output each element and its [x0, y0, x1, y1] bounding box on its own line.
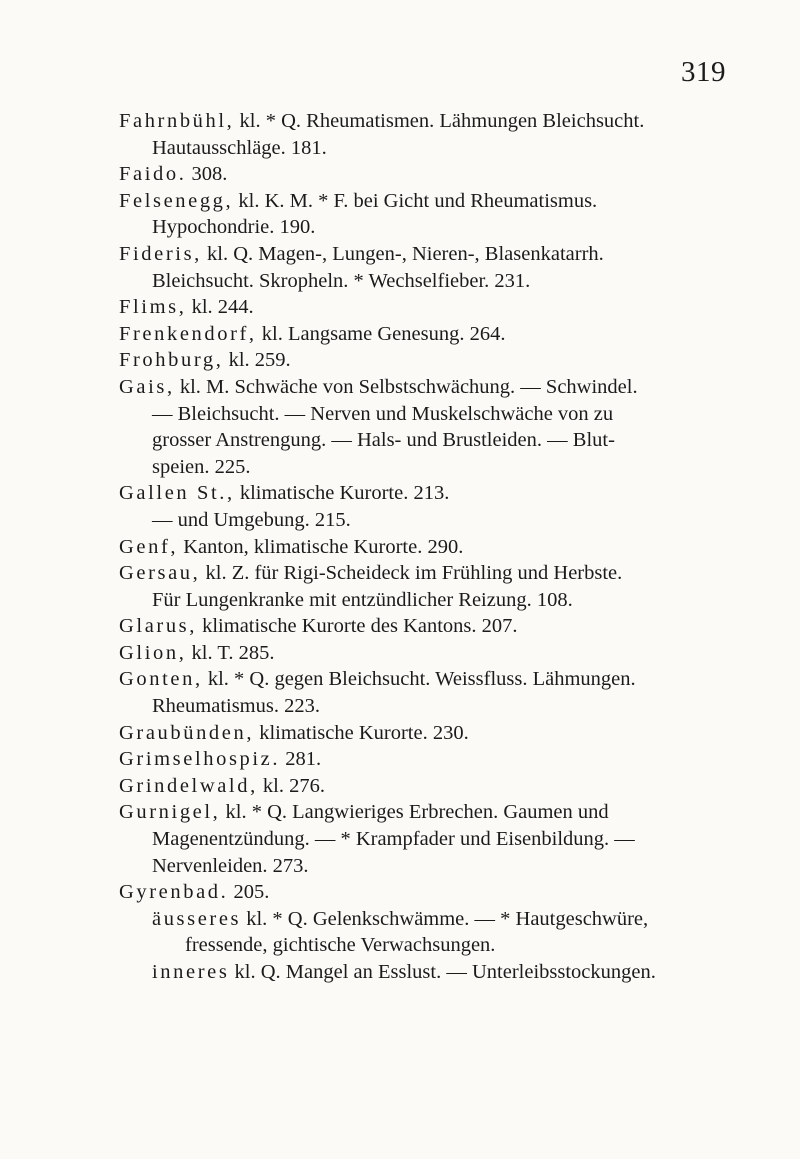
- entry-headword: Gyrenbad.: [119, 881, 229, 904]
- index-entry: [119, 773, 759, 800]
- entry-headword: Gersau,: [119, 562, 201, 585]
- entry-headword: äusseres: [152, 907, 242, 930]
- entry-text: Für Lungenkranke mit entzündlicher Reizung. 108.: [152, 588, 573, 611]
- entry-text: 281.: [280, 748, 322, 771]
- entry-headword: Frenkendorf,: [119, 322, 257, 345]
- entry-text: 205.: [228, 881, 270, 904]
- index-entry: [119, 161, 759, 188]
- entry-text: kl. T. 285.: [186, 641, 275, 664]
- index-subentry: [119, 959, 759, 986]
- index-entry: [119, 241, 759, 294]
- entry-headword: Flims,: [119, 296, 187, 319]
- index-entry: [119, 879, 759, 906]
- index-entry: [119, 640, 759, 667]
- entry-text: Nervenleiden. 273.: [152, 854, 309, 877]
- entry-text: kl. Q. Mangel an Esslust. — Unterleibsstockungen.: [229, 961, 656, 983]
- index-entries: [119, 108, 759, 986]
- index-entry: [119, 799, 759, 879]
- entry-text: klimatische Kurorte des Kantons. 207.: [196, 615, 518, 638]
- entry-headword: Fahrnbühl,: [119, 110, 235, 132]
- index-entry: [119, 480, 759, 533]
- entry-text: kl. 244.: [186, 296, 254, 319]
- index-entry: [119, 720, 759, 747]
- entry-text: kl. * Q. Langwieriges Erbrechen. Gaumen und: [220, 801, 609, 824]
- entry-text: — und Umgebung. 215.: [152, 508, 351, 531]
- index-entry: [119, 560, 759, 613]
- entry-text: kl. K. M. * F. bei Gicht und Rheumatismus.: [233, 189, 598, 212]
- entry-text: klimatische Kurorte. 230.: [254, 721, 469, 744]
- entry-headword: Frohburg,: [119, 349, 224, 372]
- entry-headword: inneres: [152, 961, 230, 983]
- entry-headword: Gurnigel,: [119, 801, 221, 824]
- entry-text: Rheumatismus. 223.: [152, 695, 320, 718]
- entry-headword: Gallen St.,: [119, 482, 235, 505]
- entry-headword: Grimselhospiz.: [119, 748, 281, 771]
- entry-headword: Glarus,: [119, 615, 197, 638]
- entry-text: kl. * Q. Gelenkschwämme. — * Hautgeschwüre,: [241, 907, 649, 930]
- page-number: 319: [681, 56, 726, 88]
- index-entry: [119, 108, 759, 161]
- entry-text: kl. Z. für Rigi-Scheideck im Frühling und Herbste.: [200, 562, 623, 585]
- entry-text: kl. M. Schwäche von Selbstschwächung. — Schwindel.: [174, 375, 638, 398]
- entry-headword: Faido.: [119, 163, 187, 186]
- entry-text: Kanton, klimatische Kurorte. 290.: [178, 535, 464, 558]
- entry-text: kl. * Q. Rheumatismen. Lähmungen Bleichsucht.: [234, 110, 645, 132]
- entry-headword: Felsenegg,: [119, 189, 234, 212]
- entry-headword: Fideris,: [119, 242, 202, 265]
- entry-text: kl. 259.: [223, 349, 291, 372]
- entry-text: Hautausschläge. 181.: [152, 136, 327, 159]
- entry-headword: Grindelwald,: [119, 774, 258, 797]
- entry-text: 308.: [186, 163, 228, 186]
- index-entry: [119, 374, 759, 480]
- entry-headword: Gais,: [119, 375, 175, 398]
- entry-text: fressende, gichtische Verwachsungen.: [185, 934, 496, 957]
- index-entry: [119, 347, 759, 374]
- entry-headword: Genf,: [119, 535, 179, 558]
- entry-text: Bleichsucht. Skropheln. * Wechselfieber. 231.: [152, 269, 531, 292]
- entry-text: kl. 276.: [257, 774, 325, 797]
- entry-headword: Graubünden,: [119, 721, 255, 744]
- entry-text: kl. Langsame Genesung. 264.: [256, 322, 506, 345]
- index-entry: [119, 534, 759, 561]
- entry-text: Hypochondrie. 190.: [152, 216, 316, 239]
- entry-text: speien. 225.: [152, 455, 251, 478]
- index-entry: [119, 746, 759, 773]
- index-entry: [119, 321, 759, 348]
- entry-text: — Bleichsucht. — Nerven und Muskelschwäche von zu: [152, 402, 614, 425]
- entry-headword: Gonten,: [119, 668, 203, 691]
- entry-text: klimatische Kurorte. 213.: [234, 482, 450, 505]
- index-subentry: [119, 906, 759, 959]
- index-entry: [119, 613, 759, 640]
- entry-text: Magenentzündung. — * Krampfader und Eisenbildung. —: [152, 828, 635, 851]
- index-entry: [119, 666, 759, 719]
- entry-text: kl. * Q. gegen Bleichsucht. Weissfluss. Lähmungen.: [202, 668, 636, 691]
- entry-headword: Glion,: [119, 641, 187, 664]
- index-entry: [119, 294, 759, 321]
- entry-text: grosser Anstrengung. — Hals- und Brustleiden. — Blut-: [152, 429, 615, 452]
- entry-text: kl. Q. Magen-, Lungen-, Nieren-, Blasenkatarrh.: [201, 242, 604, 265]
- index-entry: [119, 188, 759, 241]
